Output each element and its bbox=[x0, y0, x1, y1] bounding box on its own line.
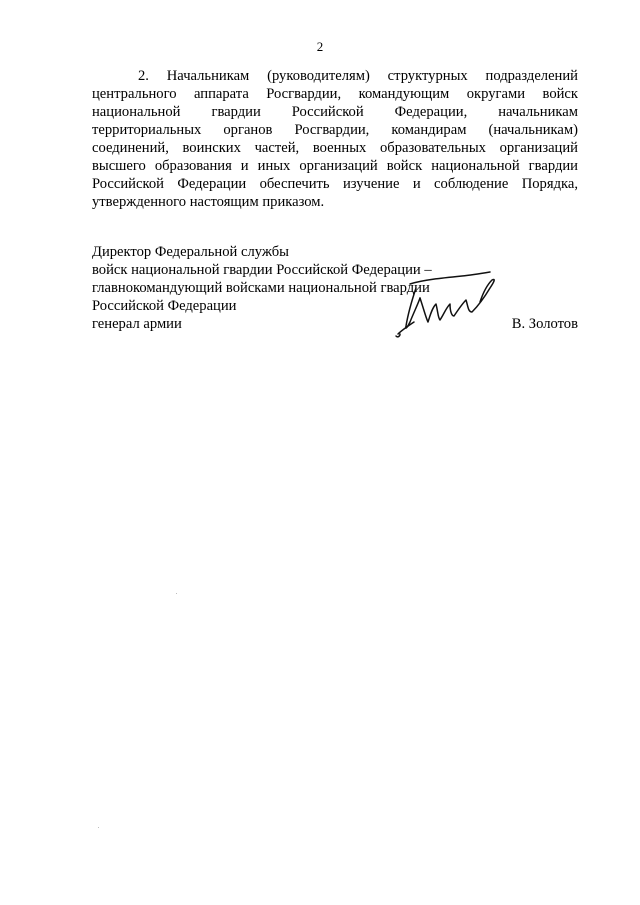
signatory-name: В. Золотов bbox=[511, 316, 578, 332]
order-paragraph: 2. Начальникам (руководителям) структурных подразделений центрального аппарата Росгвардии, командующим округами войск национальной гвардии Российской Федерации, начальникам территориальных органов Росгвардии, командирам (начальникам) соединений, воинских частей, военных образовательных организаций высшего образования и иных организаций войск национальной гвардии Российской Федерации обеспечить изучение и соблюдение Порядка, утвержденного настоящим приказом. bbox=[92, 68, 578, 210]
handwritten-signature bbox=[392, 270, 502, 342]
signatory-title-line: войск национальной гвардии Российской Федерации – bbox=[92, 262, 432, 278]
signatory-title-line: Директор Федеральной службы bbox=[92, 244, 289, 260]
scan-speck bbox=[176, 593, 177, 594]
scan-speck bbox=[98, 827, 99, 828]
page-number: 2 bbox=[316, 39, 324, 54]
signatory-title-line: генерал армии bbox=[92, 316, 182, 332]
signatory-title-line: Российской Федерации bbox=[92, 298, 237, 314]
signatory-title-line: главнокомандующий войсками национальной гвардии bbox=[92, 280, 430, 296]
signature-block bbox=[92, 243, 578, 333]
